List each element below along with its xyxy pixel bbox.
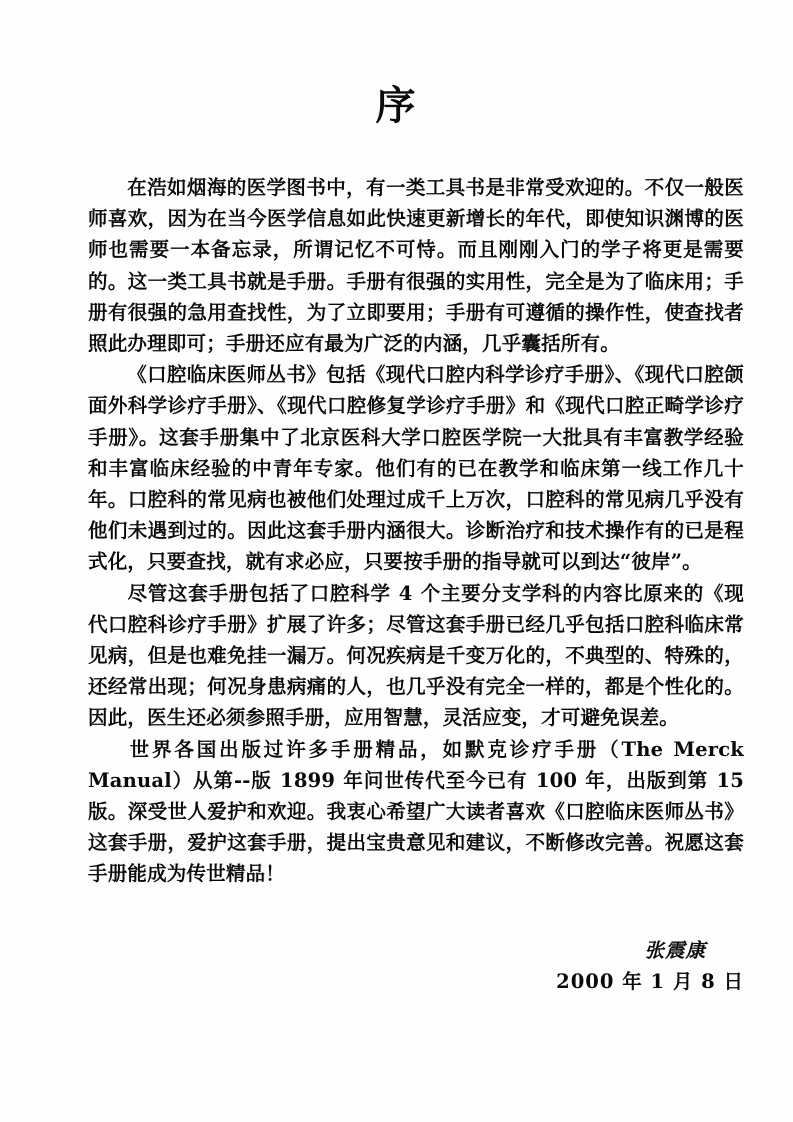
author-signature: 张震康 <box>644 939 706 962</box>
preface-body <box>88 172 744 890</box>
paragraph-3: 尽管这套手册包括了口腔科学 4 个主要分支学科的内容比原来的《现代口腔科诊疗手册》扩展了许多；尽管这套手册已经几乎包括口腔科临床常见病，但是也难免挂一漏万。何况疾病是千变万化的，不典型的、特殊的，还经常出现；何况身患病痛的人，也几乎没有完全一样的，都是个性化的。因此，医生还必须参照手册，应用智慧，灵活应变，才可避免误差。 <box>88 581 744 730</box>
signature-block <box>88 936 744 998</box>
paragraph-1: 在浩如烟海的医学图书中，有一类工具书是非常受欢迎的。不仅一般医师喜欢，因为在当今医学信息如此快速更新增长的年代，即使知识渊博的医师也需要一本备忘录，所谓记忆不可恃。而且刚刚入门的学子将更是需要的。这一类工具书就是手册。手册有很强的实用性，完全是为了临床用；手册有很强的急用查找性，为了立即要用；手册有可遵循的操作性，使查找者照此办理即可；手册还应有最为广泛的内涵，几乎囊括所有。 <box>88 176 744 356</box>
signature-date: 2000 年 1 月 8 日 <box>556 970 744 993</box>
paragraph-4: 世界各国出版过许多手册精品，如默克诊疗手册（The Merck Manual）从第--版 1899 年问世传代至今已有 100 年，出版到第 15 版。深受世人爱护和欢迎。我衷心希望广大读者喜欢《口腔临床医师丛书》这套手册，爱护这套手册，提出宝贵意见和建议，不断修改完善。祝愿这套手册能成为传世精品！ <box>88 737 744 886</box>
page-title: 序 <box>375 82 418 129</box>
paragraph-2: 《口腔临床医师丛书》包括《现代口腔内科学诊疗手册》、《现代口腔颌面外科学诊疗手册》、《现代口腔修复学诊疗手册》和《现代口腔正畸学诊疗手册》。这套手册集中了北京医科大学口腔医学院一大批具有丰富教学经验和丰富临床经验的中青年专家。他们有的已在教学和临床第一线工作几十年。口腔科的常见病也被他们处理过成千上万次，口腔科的常见病几乎没有他们未遇到过的。因此这套手册内涵很大。诊断治疗和技术操作有的已是程式化，只要查找，就有求必应，只要按手册的指导就可以到达“彼岸”。 <box>88 363 744 574</box>
